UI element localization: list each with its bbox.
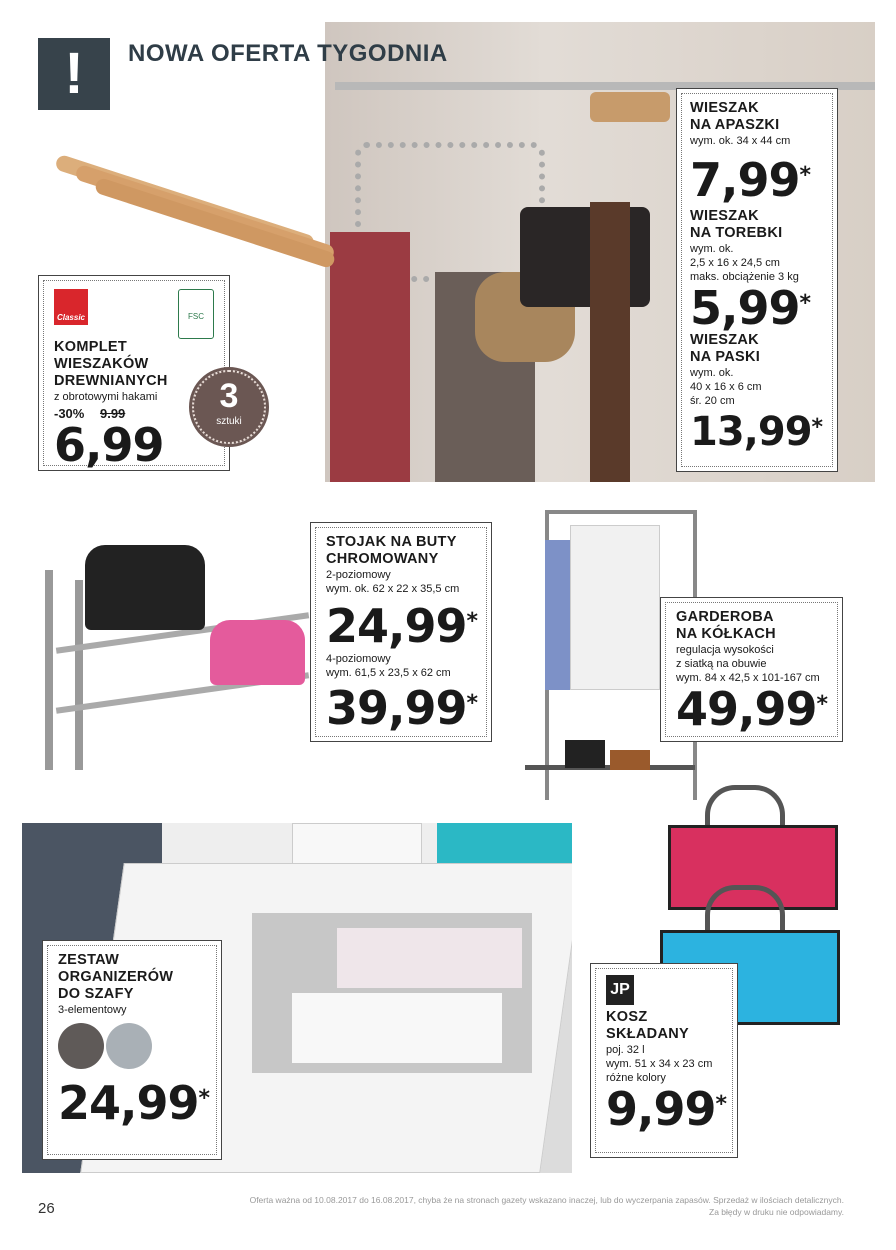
exclamation-icon: !	[38, 38, 110, 110]
offer-shoe-rack	[310, 522, 492, 742]
shoe-rack-image	[45, 540, 310, 770]
offer-organizers	[42, 940, 222, 1160]
product-name: KOSZ SKŁADANY	[606, 1009, 689, 1042]
product-desc: poj. 32 l wym. 51 x 34 x 23 cm różne kolory	[606, 1044, 713, 1084]
fsc-logo: FSC	[178, 289, 214, 339]
color-swatch-light	[106, 1023, 152, 1069]
product-desc: z obrotowymi hakami	[54, 391, 158, 403]
product-name: STOJAK NA BUTY CHROMOWANY	[326, 534, 457, 567]
page-title: NOWA OFERTA TYGODNIA	[128, 40, 448, 67]
discount: -30%	[54, 406, 85, 421]
offer-hangers-set	[676, 88, 838, 472]
price: 9,99*	[606, 1082, 727, 1136]
offer-wooden-hangers	[38, 275, 230, 471]
price: 24,99*	[326, 599, 478, 653]
color-swatch-grey	[58, 1023, 104, 1069]
jp-logo: JP	[606, 975, 634, 1005]
product-desc: wym. ok. 40 x 16 x 6 cm śr. 20 cm	[690, 367, 762, 407]
quantity-badge: 3 sztuki	[192, 370, 266, 444]
product-name: WIESZAK NA APASZKI	[690, 100, 780, 133]
wooden-hangers-image	[40, 135, 340, 285]
footer-disclaimer: Oferta ważna od 10.08.2017 do 16.08.2017, chyba że na stronach gazety wskazano inaczej, lub do wyczerpania zapasów. Sprzedaż w ilościach detalicznych. Za błędy w druku nie odpowiadamy.	[249, 1195, 844, 1217]
product-desc: wym. ok. 34 x 44 cm	[690, 135, 791, 147]
old-price: 9.99	[99, 406, 126, 421]
classic-logo: Classic	[54, 289, 88, 325]
price: 6,99	[54, 418, 164, 472]
product-name: KOMPLET WIESZAKÓW DREWNIANYCH	[54, 339, 168, 389]
product-desc: wym. ok. 2,5 x 16 x 24,5 cm maks. obciążenie 3 kg	[690, 243, 799, 283]
price: 24,99*	[58, 1076, 210, 1130]
price: 5,99*	[690, 281, 811, 335]
product-desc: 3-elementowy	[58, 1004, 127, 1016]
price: 39,99*	[326, 681, 478, 735]
product-desc: regulacja wysokości z siatką na obuwie wym. 84 x 42,5 x 101-167 cm	[676, 644, 820, 684]
offer-wardrobe	[660, 597, 843, 742]
price: 49,99*	[676, 682, 828, 736]
product-name: ZESTAW ORGANIZERÓW DO SZAFY	[58, 952, 174, 1002]
price: 13,99*	[690, 409, 823, 455]
offer-folding-basket	[590, 963, 738, 1158]
product-desc: 2-poziomowy wym. ok. 62 x 22 x 35,5 cm	[326, 569, 460, 595]
price: 7,99*	[690, 153, 811, 207]
page-number: 26	[38, 1200, 55, 1217]
product-name: WIESZAK NA PASKI	[690, 332, 761, 365]
product-name: GARDEROBA NA KÓŁKACH	[676, 609, 776, 642]
product-desc: 4-poziomowy wym. 61,5 x 23,5 x 62 cm	[326, 653, 451, 679]
product-name: WIESZAK NA TOREBKI	[690, 208, 783, 241]
